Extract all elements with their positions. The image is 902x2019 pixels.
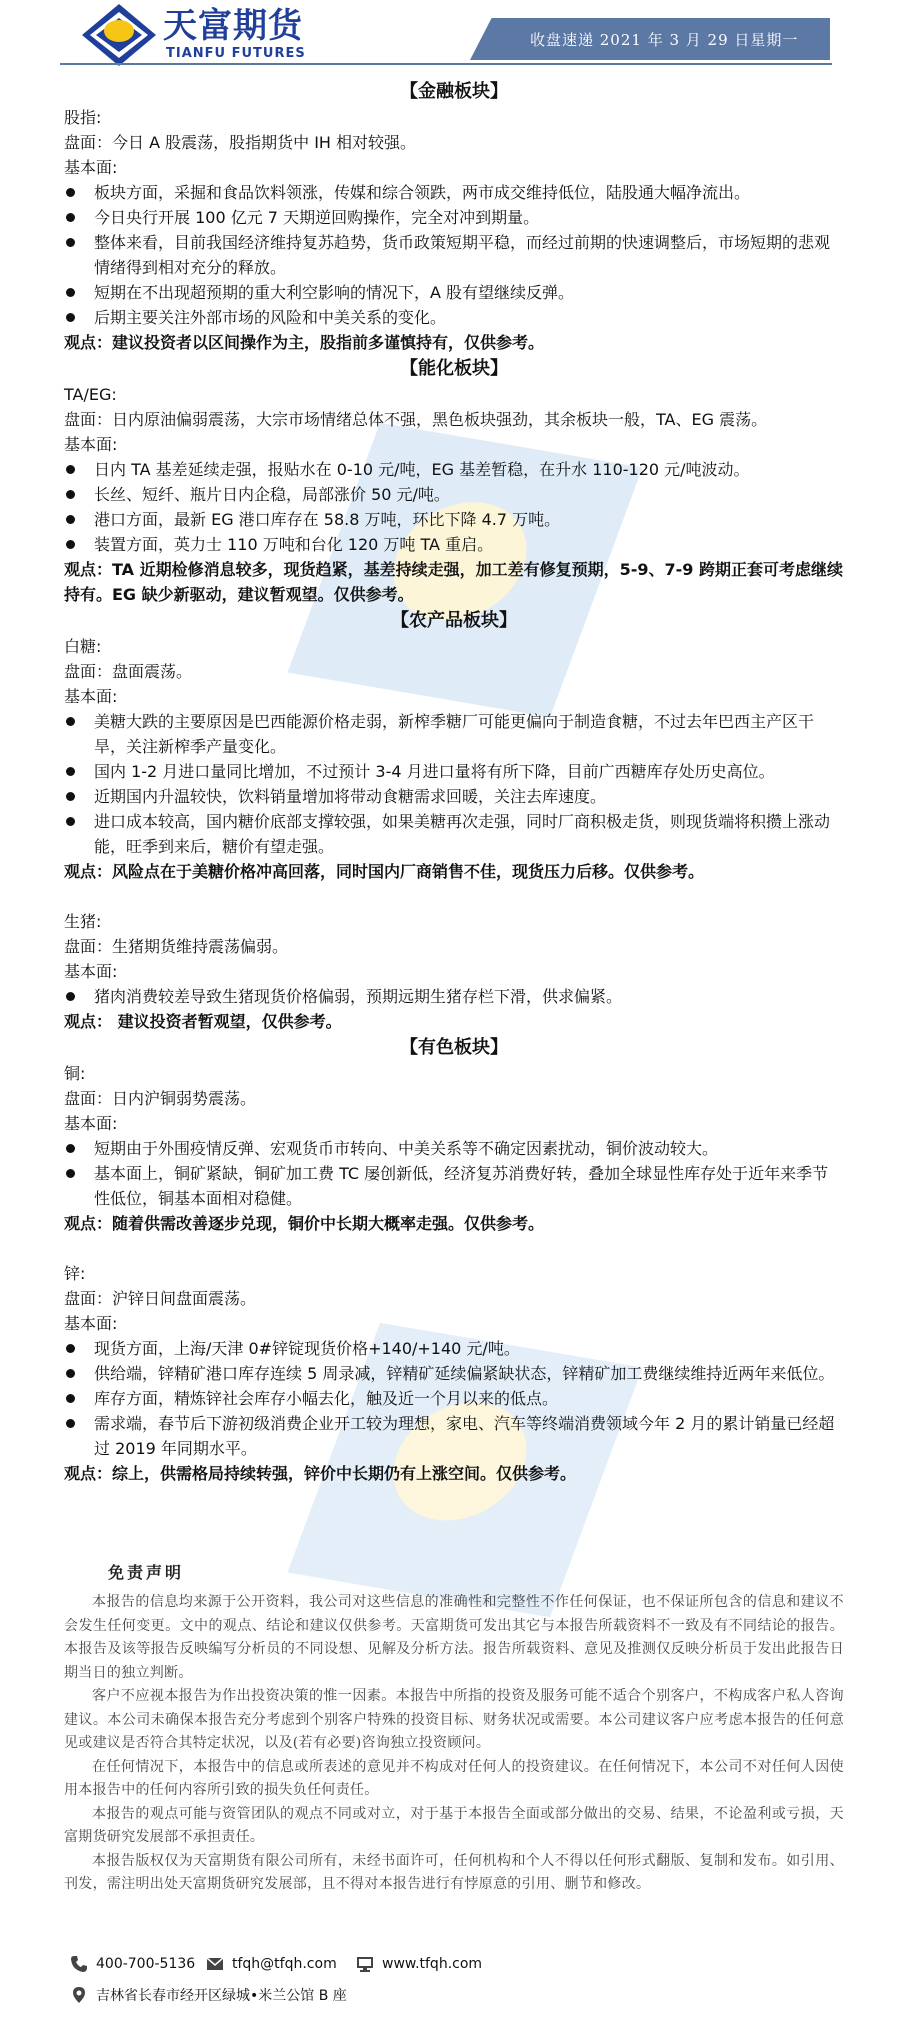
section-title-agri: 【农产品板块】 xyxy=(391,610,517,631)
bullet-icon xyxy=(66,1394,75,1403)
topic-name: 锌: xyxy=(64,1264,86,1283)
bullet-list xyxy=(64,1136,844,1211)
spacer xyxy=(64,1236,844,1261)
list-item: 库存方面，精炼锌社会库存小幅去化，触及近一个月以来的低点。 xyxy=(64,1386,844,1411)
bullet-icon xyxy=(66,1369,75,1378)
list-item: 进口成本较高，国内糖价底部支撑较强，如果美糖再次走强，同时厂商积极走货，则现货端将积攒上涨动能，旺季到来后，糖价有望走强。 xyxy=(64,809,844,859)
list-item: 国内 1-2 月进口量同比增加，不过预计 3-4 月进口量将有所下降，目前广西糖库存处历史高位。 xyxy=(64,759,844,784)
bullet-list xyxy=(64,709,844,859)
view-statement: 观点：风险点在于美糖价格冲高回落，同时国内厂商销售不佳，现货压力后移。仅供参考。 xyxy=(64,862,705,881)
list-item: 供给端，锌精矿港口库存连续 5 周录减，锌精矿延续偏紧缺状态，锌精矿加工费继续维持近两年来低位。 xyxy=(64,1361,844,1386)
bullet-icon xyxy=(66,288,75,297)
list-item: 美糖大跌的主要原因是巴西能源价格走弱，新榨季糖厂可能更偏向于制造食糖，不过去年巴西主产区干旱，关注新榨季产量变化。 xyxy=(64,709,844,759)
report-header xyxy=(0,0,902,70)
bullet-list xyxy=(64,457,844,557)
market-summary: 盘面：日内沪铜弱势震荡。 xyxy=(64,1089,257,1108)
market-summary: 盘面：今日 A 股震荡，股指期货中 IH 相对较强。 xyxy=(64,133,417,152)
market-summary: 盘面：日内原油偏弱震荡，大宗市场情绪总体不强，黑色板块强劲，其余板块一般，TA、EG 震荡。 xyxy=(64,410,768,429)
bullet-icon xyxy=(66,465,75,474)
list-item: 现货方面，上海/天津 0#锌锭现货价格+140/+140 元/吨。 xyxy=(64,1336,844,1361)
section-title-finance: 【金融板块】 xyxy=(400,81,508,102)
bullet-list xyxy=(64,180,844,330)
list-item: 短期在不出现超预期的重大利空影响的情况下，A 股有望继续反弹。 xyxy=(64,280,844,305)
list-item: 需求端，春节后下游初级消费企业开工较为理想，家电、汽车等终端消费领域今年 2 月的累计销量已经超过 2019 年同期水平。 xyxy=(64,1411,844,1461)
address-text: 吉林省长春市经开区绿城•米兰公馆 B 座 xyxy=(96,1988,347,2004)
market-summary: 盘面：盘面震荡。 xyxy=(64,662,193,681)
fundamentals-label: 基本面: xyxy=(64,1114,118,1133)
list-item: 短期由于外围疫情反弹、宏观货币市转向、中美关系等不确定因素扰动，铜价波动较大。 xyxy=(64,1136,844,1161)
logo-english-name: TIANFU FUTURES xyxy=(166,46,306,61)
website-row xyxy=(356,1955,482,1973)
topic-name: TA/EG: xyxy=(64,385,117,404)
email-row xyxy=(206,1955,337,1973)
list-item: 长丝、短纤、瓶片日内企稳，局部涨价 50 元/吨。 xyxy=(64,482,844,507)
topic-name: 铜: xyxy=(64,1064,86,1083)
section-title-energy: 【能化板块】 xyxy=(400,358,508,379)
section-title-metals: 【有色板块】 xyxy=(400,1037,508,1058)
topic-name: 生猪: xyxy=(64,912,102,931)
disclaimer-paragraph: 本报告的信息均来源于公开资料，我公司对这些信息的准确性和完整性不作任何保证，也不保证所包含的信息和建议不会发生任何变更。文中的观点、结论和建议仅供参考。天富期货可发出其它与本报告所载资料不一致及有不同结论的报告。本报告及该等报告反映编写分析员的不同设想、见解及分析方法。报告所载资料、意见及推测仅反映分析员于发出此报告日期当日的独立判断。 xyxy=(64,1594,844,1681)
monitor-icon xyxy=(356,1955,374,1973)
disclaimer-paragraph: 客户不应视本报告为作出投资决策的惟一因素。本报告中所指的投资及服务可能不适合个别客户，不构成客户私人咨询建议。本公司未确保本报告充分考虑到个别客户特殊的投资目标、财务状况或需要。本公司建议客户应考虑本报告的任何意见或建议是否符合其特定状况，以及(若有必要)咨询独立投资顾问。 xyxy=(64,1688,844,1751)
email-icon xyxy=(206,1955,224,1973)
disclaimer-title: 免责声明 xyxy=(108,1563,185,1582)
disclaimer-paragraph: 本报告的观点可能与资管团队的观点不同或对立，对于基于本报告全面或部分做出的交易、结果，不论盈利或亏损，天富期货研究发展部不承担责任。 xyxy=(64,1805,844,1845)
fundamentals-label: 基本面: xyxy=(64,1314,118,1333)
bullet-icon xyxy=(66,1144,75,1153)
list-item: 板块方面，采掘和食品饮料领涨，传媒和综合领跌，两市成交维持低位，陆股通大幅净流出。 xyxy=(64,180,844,205)
disclaimer xyxy=(64,1560,844,1897)
list-item: 整体来看，目前我国经济维持复苏趋势，货币政策短期平稳，而经过前期的快速调整后，市场短期的悲观情绪得到相对充分的释放。 xyxy=(64,230,844,280)
disclaimer-paragraph: 本报告版权仅为天富期货有限公司所有，未经书面许可，任何机构和个人不得以任何形式翻版、复制和发布。如引用、刊发，需注明出处天富期货研究发展部，且不得对本报告进行有悖原意的引用、删节和修改。 xyxy=(64,1852,844,1892)
fundamentals-label: 基本面: xyxy=(64,962,118,981)
tianfu-logo-icon xyxy=(80,2,158,68)
view-statement: 观点：综上，供需格局持续转强，锌价中长期仍有上涨空间。仅供参考。 xyxy=(64,1464,577,1483)
fundamentals-label: 基本面: xyxy=(64,687,118,706)
bullet-icon xyxy=(66,313,75,322)
list-item: 基本面上，铜矿紧缺，铜矿加工费 TC 屡创新低，经济复苏消费好转，叠加全球显性库存处于近年来季节性低位，铜基本面相对稳健。 xyxy=(64,1161,844,1211)
bullet-icon xyxy=(66,188,75,197)
market-summary: 盘面：生猪期货维持震荡偏弱。 xyxy=(64,937,289,956)
view-statement: 观点： 建议投资者暂观望，仅供参考。 xyxy=(64,1012,342,1031)
bullet-icon xyxy=(66,992,75,1001)
bullet-icon xyxy=(66,1344,75,1353)
bullet-icon xyxy=(66,238,75,247)
view-statement: 观点：TA 近期检修消息较多，现货趋紧，基差持续走强，加工差有修复预期，5-9、7-9 跨期正套可考虑继续持有。EG 缺少新驱动，建议暂观望。仅供参考。 xyxy=(64,560,844,604)
bullet-list xyxy=(64,984,844,1009)
list-item: 猪肉消费较差导致生猪现货价格偏弱，预期远期生猪存栏下滑，供求偏紧。 xyxy=(64,984,844,1009)
bullet-icon xyxy=(66,817,75,826)
bullet-icon xyxy=(66,1419,75,1428)
phone-number[interactable]: 400-700-5136 xyxy=(96,1956,196,1972)
disclaimer-paragraph: 在任何情况下，本报告中的信息或所表述的意见并不构成对任何人的投资建议。在任何情况下，本公司不对任何人因使用本报告中的任何内容所引致的损失负任何责任。 xyxy=(64,1758,844,1798)
bullet-icon xyxy=(66,515,75,524)
email-link[interactable]: tfqh@tfqh.com xyxy=(232,1956,337,1972)
list-item: 日内 TA 基差延续走强，报贴水在 0-10 元/吨，EG 基差暂稳，在升水 110-120 元/吨波动。 xyxy=(64,457,844,482)
header-divider xyxy=(60,63,832,65)
list-item: 后期主要关注外部市场的风险和中美关系的变化。 xyxy=(64,305,844,330)
report-date: 收盘速递 2021 年 3 月 29 日星期一 xyxy=(530,31,799,49)
bullet-icon xyxy=(66,767,75,776)
phone-icon xyxy=(70,1955,88,1973)
topic-name: 白糖: xyxy=(64,637,102,656)
view-statement: 观点：随着供需改善逐步兑现，铜价中长期大概率走强。仅供参考。 xyxy=(64,1214,545,1233)
bullet-icon xyxy=(66,1169,75,1178)
fundamentals-label: 基本面: xyxy=(64,435,118,454)
list-item: 近期国内升温较快，饮料销量增加将带动食糖需求回暖，关注去库速度。 xyxy=(64,784,844,809)
bullet-list xyxy=(64,1336,844,1461)
report-body xyxy=(64,78,844,1486)
phone-row xyxy=(70,1955,195,1973)
bullet-icon xyxy=(66,717,75,726)
bullet-icon xyxy=(66,213,75,222)
website-link[interactable]: www.tfqh.com xyxy=(382,1956,483,1972)
list-item: 装置方面，英力士 110 万吨和台化 120 万吨 TA 重启。 xyxy=(64,532,844,557)
fundamentals-label: 基本面: xyxy=(64,158,118,177)
list-item: 港口方面，最新 EG 港口库存在 58.8 万吨，环比下降 4.7 万吨。 xyxy=(64,507,844,532)
location-pin-icon xyxy=(70,1986,88,2004)
bullet-icon xyxy=(66,792,75,801)
address-row xyxy=(70,1985,347,2005)
view-statement: 观点：建议投资者以区间操作为主，股指前多谨慎持有，仅供参考。 xyxy=(64,333,545,352)
market-summary: 盘面：沪锌日间盘面震荡。 xyxy=(64,1289,257,1308)
logo-chinese-name: 天富期货 xyxy=(163,6,303,46)
bullet-icon xyxy=(66,540,75,549)
spacer xyxy=(64,884,844,909)
bullet-icon xyxy=(66,490,75,499)
list-item: 今日央行开展 100 亿元 7 天期逆回购操作，完全对冲到期量。 xyxy=(64,205,844,230)
topic-name: 股指: xyxy=(64,108,102,127)
